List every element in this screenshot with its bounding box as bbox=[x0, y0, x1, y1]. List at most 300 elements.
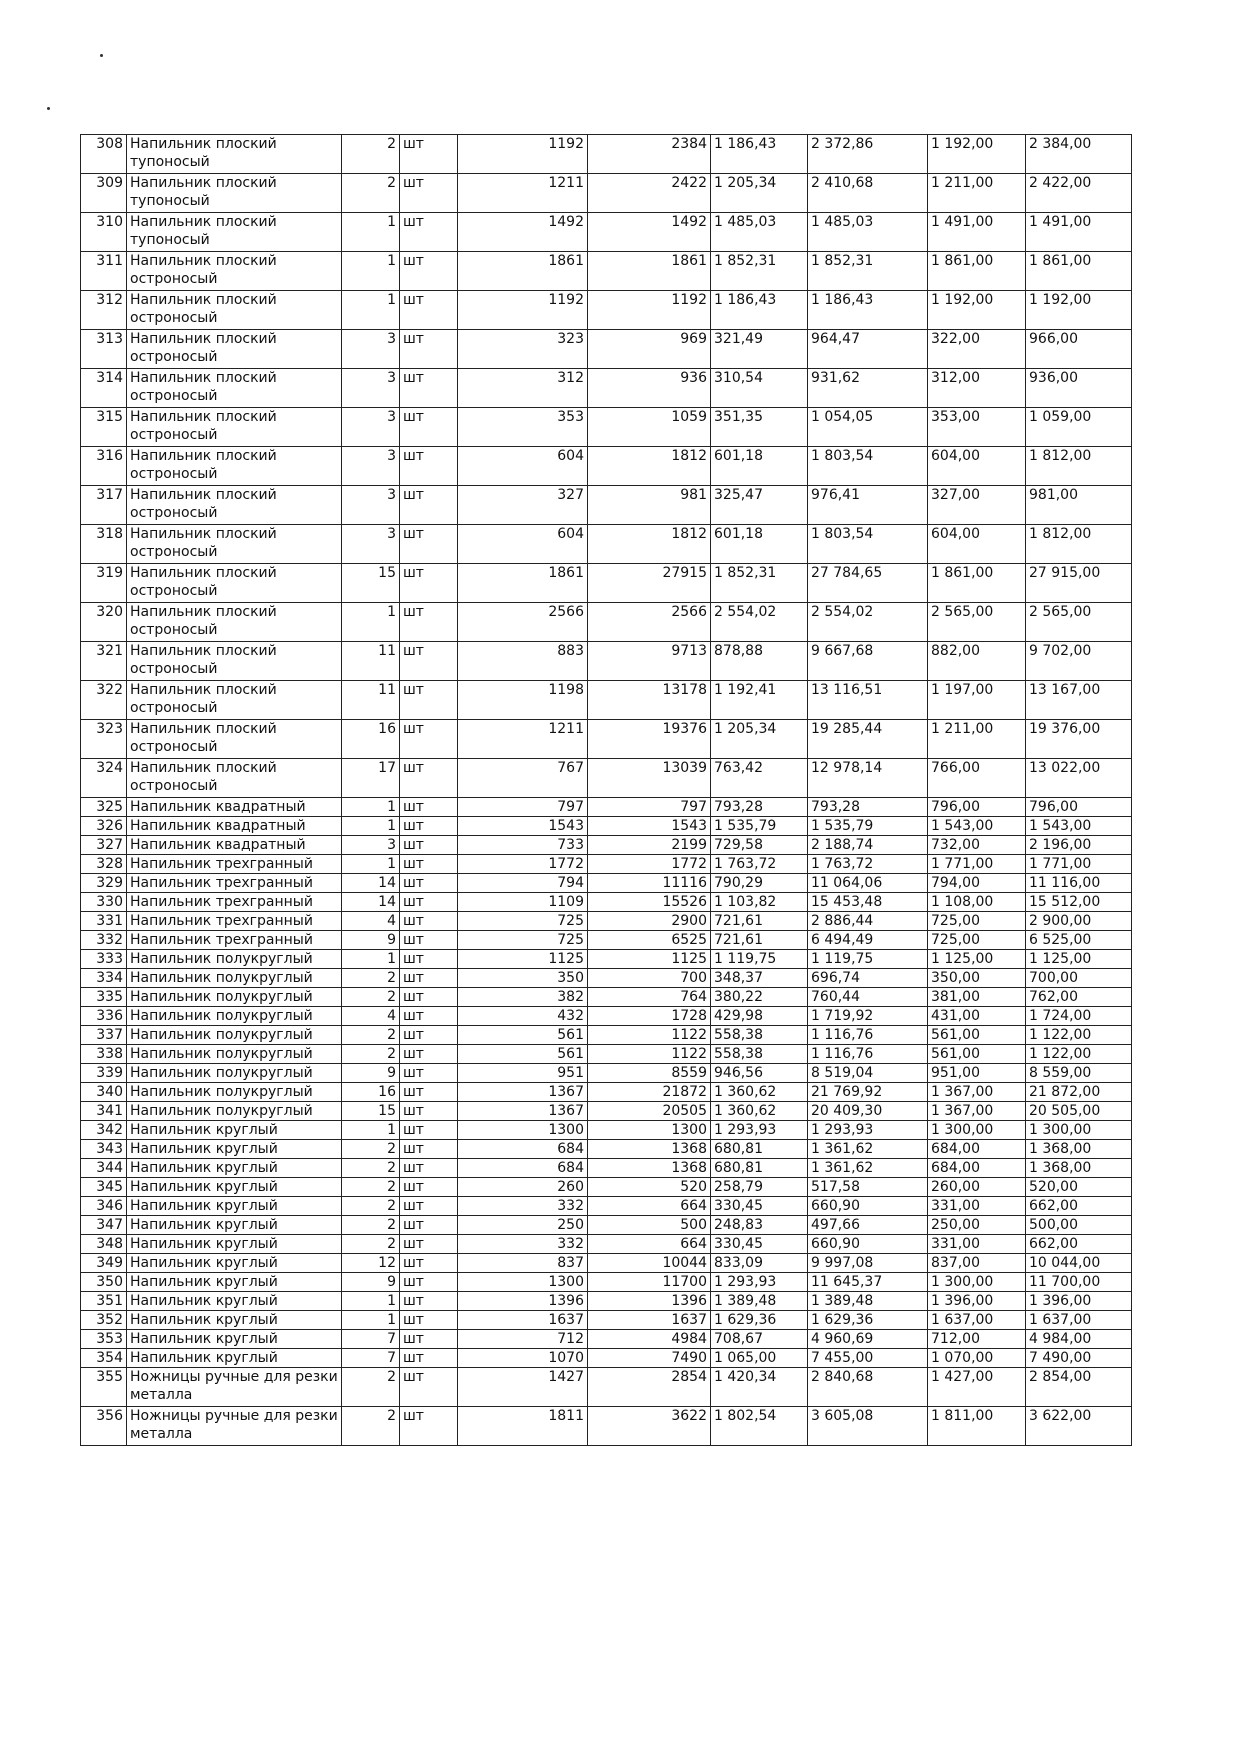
unit-cell: шт bbox=[400, 408, 458, 447]
price-alt-2-cell: 1 637,00 bbox=[928, 1311, 1026, 1330]
total-cell: 3622 bbox=[588, 1407, 711, 1446]
total-cell: 8559 bbox=[588, 1064, 711, 1083]
quantity-cell: 7 bbox=[342, 1349, 400, 1368]
table-row bbox=[81, 1102, 1132, 1121]
quantity-cell: 2 bbox=[342, 1159, 400, 1178]
row-number-cell: 345 bbox=[81, 1178, 127, 1197]
price-alt-1-cell: 325,47 bbox=[711, 486, 808, 525]
unit-cell: шт bbox=[400, 1178, 458, 1197]
unit-cell: шт bbox=[400, 1064, 458, 1083]
total-alt-1-cell: 1 361,62 bbox=[808, 1159, 928, 1178]
table-row bbox=[81, 447, 1132, 486]
row-number-cell: 314 bbox=[81, 369, 127, 408]
table-row bbox=[81, 893, 1132, 912]
price-alt-1-cell: 1 389,48 bbox=[711, 1292, 808, 1311]
table-row bbox=[81, 681, 1132, 720]
unit-cell: шт bbox=[400, 486, 458, 525]
price-alt-1-cell: 763,42 bbox=[711, 759, 808, 798]
item-name-cell: Напильник трехгранный bbox=[127, 874, 342, 893]
total-alt-2-cell: 796,00 bbox=[1026, 798, 1132, 817]
total-cell: 13039 bbox=[588, 759, 711, 798]
quantity-cell: 11 bbox=[342, 642, 400, 681]
item-name-cell: Напильник круглый bbox=[127, 1292, 342, 1311]
total-alt-2-cell: 4 984,00 bbox=[1026, 1330, 1132, 1349]
total-alt-2-cell: 1 368,00 bbox=[1026, 1140, 1132, 1159]
total-cell: 1059 bbox=[588, 408, 711, 447]
total-cell: 4984 bbox=[588, 1330, 711, 1349]
price-alt-1-cell: 833,09 bbox=[711, 1254, 808, 1273]
price-cell: 323 bbox=[458, 330, 588, 369]
price-alt-2-cell: 353,00 bbox=[928, 408, 1026, 447]
table-row bbox=[81, 564, 1132, 603]
price-alt-2-cell: 604,00 bbox=[928, 525, 1026, 564]
table-row bbox=[81, 135, 1132, 174]
total-cell: 1543 bbox=[588, 817, 711, 836]
unit-cell: шт bbox=[400, 969, 458, 988]
item-name-cell: Напильник трехгранный bbox=[127, 912, 342, 931]
item-name-cell: Напильник круглый bbox=[127, 1197, 342, 1216]
item-name-cell: Напильник плоский остроносый bbox=[127, 369, 342, 408]
table-row bbox=[81, 1368, 1132, 1407]
quantity-cell: 2 bbox=[342, 135, 400, 174]
price-cell: 260 bbox=[458, 1178, 588, 1197]
price-alt-2-cell: 1 771,00 bbox=[928, 855, 1026, 874]
price-alt-1-cell: 1 065,00 bbox=[711, 1349, 808, 1368]
price-cell: 951 bbox=[458, 1064, 588, 1083]
quantity-cell: 1 bbox=[342, 252, 400, 291]
total-alt-2-cell: 1 059,00 bbox=[1026, 408, 1132, 447]
quantity-cell: 1 bbox=[342, 855, 400, 874]
scan-speck bbox=[100, 54, 103, 57]
quantity-cell: 2 bbox=[342, 1216, 400, 1235]
unit-cell: шт bbox=[400, 1368, 458, 1407]
row-number-cell: 324 bbox=[81, 759, 127, 798]
total-alt-1-cell: 2 372,86 bbox=[808, 135, 928, 174]
item-name-cell: Напильник плоский остроносый bbox=[127, 720, 342, 759]
total-alt-2-cell: 1 122,00 bbox=[1026, 1026, 1132, 1045]
total-alt-2-cell: 15 512,00 bbox=[1026, 893, 1132, 912]
total-alt-1-cell: 15 453,48 bbox=[808, 893, 928, 912]
table-row bbox=[81, 817, 1132, 836]
item-name-cell: Напильник круглый bbox=[127, 1273, 342, 1292]
total-alt-1-cell: 660,90 bbox=[808, 1235, 928, 1254]
table-row bbox=[81, 720, 1132, 759]
price-alt-2-cell: 1 861,00 bbox=[928, 564, 1026, 603]
total-alt-1-cell: 19 285,44 bbox=[808, 720, 928, 759]
total-cell: 11700 bbox=[588, 1273, 711, 1292]
quantity-cell: 3 bbox=[342, 486, 400, 525]
total-alt-1-cell: 696,74 bbox=[808, 969, 928, 988]
price-cell: 684 bbox=[458, 1159, 588, 1178]
total-alt-1-cell: 9 997,08 bbox=[808, 1254, 928, 1273]
quantity-cell: 3 bbox=[342, 330, 400, 369]
price-alt-1-cell: 1 186,43 bbox=[711, 135, 808, 174]
total-cell: 520 bbox=[588, 1178, 711, 1197]
table-row bbox=[81, 1407, 1132, 1446]
table-row bbox=[81, 1197, 1132, 1216]
price-cell: 1427 bbox=[458, 1368, 588, 1407]
total-cell: 936 bbox=[588, 369, 711, 408]
unit-cell: шт bbox=[400, 213, 458, 252]
price-alt-1-cell: 380,22 bbox=[711, 988, 808, 1007]
price-alt-2-cell: 322,00 bbox=[928, 330, 1026, 369]
price-alt-2-cell: 1 543,00 bbox=[928, 817, 1026, 836]
price-alt-2-cell: 350,00 bbox=[928, 969, 1026, 988]
item-name-cell: Напильник круглый bbox=[127, 1178, 342, 1197]
table-row bbox=[81, 798, 1132, 817]
total-cell: 1772 bbox=[588, 855, 711, 874]
total-alt-2-cell: 500,00 bbox=[1026, 1216, 1132, 1235]
table-row bbox=[81, 1254, 1132, 1273]
price-alt-2-cell: 561,00 bbox=[928, 1045, 1026, 1064]
unit-cell: шт bbox=[400, 798, 458, 817]
total-alt-1-cell: 2 410,68 bbox=[808, 174, 928, 213]
total-alt-2-cell: 1 812,00 bbox=[1026, 525, 1132, 564]
price-alt-2-cell: 1 211,00 bbox=[928, 174, 1026, 213]
total-alt-1-cell: 1 054,05 bbox=[808, 408, 928, 447]
price-alt-2-cell: 1 427,00 bbox=[928, 1368, 1026, 1407]
price-cell: 1367 bbox=[458, 1083, 588, 1102]
table-row bbox=[81, 1121, 1132, 1140]
total-alt-1-cell: 793,28 bbox=[808, 798, 928, 817]
quantity-cell: 3 bbox=[342, 369, 400, 408]
table-row bbox=[81, 213, 1132, 252]
price-alt-2-cell: 732,00 bbox=[928, 836, 1026, 855]
price-cell: 1198 bbox=[458, 681, 588, 720]
total-alt-2-cell: 662,00 bbox=[1026, 1235, 1132, 1254]
item-name-cell: Напильник круглый bbox=[127, 1311, 342, 1330]
total-alt-1-cell: 1 361,62 bbox=[808, 1140, 928, 1159]
total-cell: 10044 bbox=[588, 1254, 711, 1273]
total-cell: 19376 bbox=[588, 720, 711, 759]
total-alt-2-cell: 11 116,00 bbox=[1026, 874, 1132, 893]
row-number-cell: 355 bbox=[81, 1368, 127, 1407]
unit-cell: шт bbox=[400, 135, 458, 174]
price-alt-2-cell: 1 192,00 bbox=[928, 135, 1026, 174]
table-row bbox=[81, 1045, 1132, 1064]
row-number-cell: 334 bbox=[81, 969, 127, 988]
unit-cell: шт bbox=[400, 1407, 458, 1446]
quantity-cell: 1 bbox=[342, 1311, 400, 1330]
price-alt-1-cell: 1 802,54 bbox=[711, 1407, 808, 1446]
price-alt-1-cell: 1 420,34 bbox=[711, 1368, 808, 1407]
item-name-cell: Напильник квадратный bbox=[127, 836, 342, 855]
item-name-cell: Напильник полукруглый bbox=[127, 1007, 342, 1026]
total-alt-1-cell: 1 485,03 bbox=[808, 213, 928, 252]
total-cell: 1368 bbox=[588, 1140, 711, 1159]
item-name-cell: Напильник полукруглый bbox=[127, 969, 342, 988]
unit-cell: шт bbox=[400, 874, 458, 893]
price-cell: 1367 bbox=[458, 1102, 588, 1121]
price-cell: 382 bbox=[458, 988, 588, 1007]
price-alt-1-cell: 729,58 bbox=[711, 836, 808, 855]
price-alt-1-cell: 558,38 bbox=[711, 1045, 808, 1064]
row-number-cell: 332 bbox=[81, 931, 127, 950]
row-number-cell: 329 bbox=[81, 874, 127, 893]
price-alt-2-cell: 327,00 bbox=[928, 486, 1026, 525]
total-cell: 1368 bbox=[588, 1159, 711, 1178]
table-row bbox=[81, 525, 1132, 564]
price-alt-2-cell: 1 211,00 bbox=[928, 720, 1026, 759]
unit-cell: шт bbox=[400, 174, 458, 213]
row-number-cell: 311 bbox=[81, 252, 127, 291]
table-row bbox=[81, 1064, 1132, 1083]
price-alt-2-cell: 2 565,00 bbox=[928, 603, 1026, 642]
item-name-cell: Напильник плоский остроносый bbox=[127, 408, 342, 447]
price-alt-2-cell: 1 396,00 bbox=[928, 1292, 1026, 1311]
total-alt-2-cell: 27 915,00 bbox=[1026, 564, 1132, 603]
row-number-cell: 310 bbox=[81, 213, 127, 252]
price-cell: 561 bbox=[458, 1045, 588, 1064]
quantity-cell: 1 bbox=[342, 213, 400, 252]
price-alt-1-cell: 310,54 bbox=[711, 369, 808, 408]
price-alt-1-cell: 330,45 bbox=[711, 1235, 808, 1254]
row-number-cell: 336 bbox=[81, 1007, 127, 1026]
total-alt-2-cell: 1 543,00 bbox=[1026, 817, 1132, 836]
row-number-cell: 335 bbox=[81, 988, 127, 1007]
price-alt-2-cell: 684,00 bbox=[928, 1140, 1026, 1159]
total-alt-2-cell: 3 622,00 bbox=[1026, 1407, 1132, 1446]
quantity-cell: 1 bbox=[342, 1121, 400, 1140]
item-name-cell: Напильник плоский остроносый bbox=[127, 252, 342, 291]
table-row bbox=[81, 874, 1132, 893]
price-alt-2-cell: 796,00 bbox=[928, 798, 1026, 817]
price-alt-1-cell: 601,18 bbox=[711, 447, 808, 486]
price-alt-1-cell: 1 293,93 bbox=[711, 1273, 808, 1292]
total-cell: 664 bbox=[588, 1235, 711, 1254]
total-alt-2-cell: 1 812,00 bbox=[1026, 447, 1132, 486]
total-cell: 2384 bbox=[588, 135, 711, 174]
item-name-cell: Напильник плоский тупоносый bbox=[127, 213, 342, 252]
unit-cell: шт bbox=[400, 720, 458, 759]
price-alt-1-cell: 790,29 bbox=[711, 874, 808, 893]
price-cell: 2566 bbox=[458, 603, 588, 642]
unit-cell: шт bbox=[400, 1273, 458, 1292]
item-name-cell: Напильник круглый bbox=[127, 1216, 342, 1235]
price-cell: 1811 bbox=[458, 1407, 588, 1446]
unit-cell: шт bbox=[400, 855, 458, 874]
price-alt-2-cell: 331,00 bbox=[928, 1197, 1026, 1216]
row-number-cell: 341 bbox=[81, 1102, 127, 1121]
price-alt-2-cell: 951,00 bbox=[928, 1064, 1026, 1083]
table-row bbox=[81, 950, 1132, 969]
price-alt-1-cell: 721,61 bbox=[711, 931, 808, 950]
price-alt-2-cell: 312,00 bbox=[928, 369, 1026, 408]
row-number-cell: 349 bbox=[81, 1254, 127, 1273]
total-alt-2-cell: 11 700,00 bbox=[1026, 1273, 1132, 1292]
total-alt-1-cell: 3 605,08 bbox=[808, 1407, 928, 1446]
total-cell: 764 bbox=[588, 988, 711, 1007]
row-number-cell: 328 bbox=[81, 855, 127, 874]
total-cell: 2854 bbox=[588, 1368, 711, 1407]
quantity-cell: 2 bbox=[342, 1178, 400, 1197]
total-alt-1-cell: 1 186,43 bbox=[808, 291, 928, 330]
table-row bbox=[81, 330, 1132, 369]
price-alt-2-cell: 250,00 bbox=[928, 1216, 1026, 1235]
price-alt-2-cell: 1 367,00 bbox=[928, 1102, 1026, 1121]
row-number-cell: 330 bbox=[81, 893, 127, 912]
total-alt-1-cell: 1 629,36 bbox=[808, 1311, 928, 1330]
price-alt-1-cell: 1 119,75 bbox=[711, 950, 808, 969]
quantity-cell: 7 bbox=[342, 1330, 400, 1349]
price-cell: 332 bbox=[458, 1197, 588, 1216]
unit-cell: шт bbox=[400, 1102, 458, 1121]
total-alt-1-cell: 497,66 bbox=[808, 1216, 928, 1235]
price-alt-2-cell: 260,00 bbox=[928, 1178, 1026, 1197]
item-name-cell: Напильник трехгранный bbox=[127, 931, 342, 950]
table-body bbox=[81, 135, 1132, 1446]
row-number-cell: 348 bbox=[81, 1235, 127, 1254]
quantity-cell: 3 bbox=[342, 525, 400, 564]
total-cell: 13178 bbox=[588, 681, 711, 720]
total-cell: 1812 bbox=[588, 447, 711, 486]
quantity-cell: 3 bbox=[342, 836, 400, 855]
total-alt-2-cell: 981,00 bbox=[1026, 486, 1132, 525]
unit-cell: шт bbox=[400, 1026, 458, 1045]
table-row bbox=[81, 1083, 1132, 1102]
total-alt-2-cell: 9 702,00 bbox=[1026, 642, 1132, 681]
total-cell: 7490 bbox=[588, 1349, 711, 1368]
table-row bbox=[81, 836, 1132, 855]
price-alt-2-cell: 684,00 bbox=[928, 1159, 1026, 1178]
price-alt-2-cell: 725,00 bbox=[928, 912, 1026, 931]
item-name-cell: Напильник плоский тупоносый bbox=[127, 135, 342, 174]
price-alt-2-cell: 766,00 bbox=[928, 759, 1026, 798]
table-row bbox=[81, 1349, 1132, 1368]
item-name-cell: Напильник плоский остроносый bbox=[127, 486, 342, 525]
quantity-cell: 1 bbox=[342, 603, 400, 642]
price-cell: 684 bbox=[458, 1140, 588, 1159]
quantity-cell: 1 bbox=[342, 950, 400, 969]
price-cell: 1192 bbox=[458, 291, 588, 330]
total-alt-1-cell: 2 554,02 bbox=[808, 603, 928, 642]
price-alt-2-cell: 1 491,00 bbox=[928, 213, 1026, 252]
total-cell: 1300 bbox=[588, 1121, 711, 1140]
price-cell: 733 bbox=[458, 836, 588, 855]
row-number-cell: 318 bbox=[81, 525, 127, 564]
table-row bbox=[81, 486, 1132, 525]
price-cell: 1211 bbox=[458, 720, 588, 759]
price-cell: 1772 bbox=[458, 855, 588, 874]
row-number-cell: 320 bbox=[81, 603, 127, 642]
row-number-cell: 344 bbox=[81, 1159, 127, 1178]
total-cell: 797 bbox=[588, 798, 711, 817]
total-cell: 1122 bbox=[588, 1045, 711, 1064]
item-name-cell: Напильник плоский остроносый bbox=[127, 603, 342, 642]
total-alt-2-cell: 19 376,00 bbox=[1026, 720, 1132, 759]
row-number-cell: 315 bbox=[81, 408, 127, 447]
item-name-cell: Напильник трехгранный bbox=[127, 855, 342, 874]
unit-cell: шт bbox=[400, 603, 458, 642]
price-cell: 1109 bbox=[458, 893, 588, 912]
price-cell: 1211 bbox=[458, 174, 588, 213]
item-name-cell: Напильник плоский тупоносый bbox=[127, 174, 342, 213]
item-name-cell: Напильник полукруглый bbox=[127, 1064, 342, 1083]
table-row bbox=[81, 408, 1132, 447]
item-name-cell: Напильник полукруглый bbox=[127, 1083, 342, 1102]
total-cell: 1812 bbox=[588, 525, 711, 564]
unit-cell: шт bbox=[400, 1197, 458, 1216]
quantity-cell: 17 bbox=[342, 759, 400, 798]
price-alt-1-cell: 1 293,93 bbox=[711, 1121, 808, 1140]
table-row bbox=[81, 369, 1132, 408]
unit-cell: шт bbox=[400, 950, 458, 969]
item-name-cell: Напильник круглый bbox=[127, 1235, 342, 1254]
total-alt-2-cell: 2 384,00 bbox=[1026, 135, 1132, 174]
price-cell: 725 bbox=[458, 912, 588, 931]
total-alt-2-cell: 6 525,00 bbox=[1026, 931, 1132, 950]
item-name-cell: Напильник круглый bbox=[127, 1254, 342, 1273]
total-alt-2-cell: 2 854,00 bbox=[1026, 1368, 1132, 1407]
price-alt-2-cell: 1 108,00 bbox=[928, 893, 1026, 912]
total-alt-2-cell: 1 724,00 bbox=[1026, 1007, 1132, 1026]
table-row bbox=[81, 1140, 1132, 1159]
quantity-cell: 1 bbox=[342, 1292, 400, 1311]
price-alt-1-cell: 1 205,34 bbox=[711, 174, 808, 213]
price-cell: 332 bbox=[458, 1235, 588, 1254]
total-cell: 1861 bbox=[588, 252, 711, 291]
row-number-cell: 350 bbox=[81, 1273, 127, 1292]
total-alt-1-cell: 1 803,54 bbox=[808, 447, 928, 486]
total-alt-1-cell: 20 409,30 bbox=[808, 1102, 928, 1121]
quantity-cell: 2 bbox=[342, 1197, 400, 1216]
table-row bbox=[81, 1292, 1132, 1311]
total-alt-2-cell: 762,00 bbox=[1026, 988, 1132, 1007]
total-cell: 1122 bbox=[588, 1026, 711, 1045]
quantity-cell: 1 bbox=[342, 291, 400, 330]
table-row bbox=[81, 1216, 1132, 1235]
total-alt-1-cell: 2 188,74 bbox=[808, 836, 928, 855]
price-alt-2-cell: 725,00 bbox=[928, 931, 1026, 950]
item-name-cell: Ножницы ручные для резки металла bbox=[127, 1368, 342, 1407]
total-alt-2-cell: 1 491,00 bbox=[1026, 213, 1132, 252]
row-number-cell: 340 bbox=[81, 1083, 127, 1102]
price-alt-1-cell: 248,83 bbox=[711, 1216, 808, 1235]
unit-cell: шт bbox=[400, 1330, 458, 1349]
price-alt-1-cell: 878,88 bbox=[711, 642, 808, 681]
total-alt-2-cell: 1 122,00 bbox=[1026, 1045, 1132, 1064]
total-alt-1-cell: 11 645,37 bbox=[808, 1273, 928, 1292]
row-number-cell: 347 bbox=[81, 1216, 127, 1235]
total-alt-1-cell: 2 886,44 bbox=[808, 912, 928, 931]
item-name-cell: Напильник круглый bbox=[127, 1121, 342, 1140]
price-alt-1-cell: 2 554,02 bbox=[711, 603, 808, 642]
total-alt-1-cell: 1 119,75 bbox=[808, 950, 928, 969]
price-cell: 432 bbox=[458, 1007, 588, 1026]
row-number-cell: 343 bbox=[81, 1140, 127, 1159]
unit-cell: шт bbox=[400, 817, 458, 836]
unit-cell: шт bbox=[400, 988, 458, 1007]
total-alt-2-cell: 966,00 bbox=[1026, 330, 1132, 369]
price-cell: 1861 bbox=[458, 252, 588, 291]
total-cell: 2422 bbox=[588, 174, 711, 213]
price-alt-2-cell: 1 300,00 bbox=[928, 1121, 1026, 1140]
price-cell: 712 bbox=[458, 1330, 588, 1349]
price-cell: 1396 bbox=[458, 1292, 588, 1311]
total-alt-2-cell: 20 505,00 bbox=[1026, 1102, 1132, 1121]
quantity-cell: 2 bbox=[342, 1368, 400, 1407]
quantity-cell: 2 bbox=[342, 1045, 400, 1064]
item-name-cell: Напильник плоский остроносый bbox=[127, 759, 342, 798]
unit-cell: шт bbox=[400, 912, 458, 931]
quantity-cell: 2 bbox=[342, 988, 400, 1007]
item-name-cell: Напильник круглый bbox=[127, 1349, 342, 1368]
total-alt-1-cell: 931,62 bbox=[808, 369, 928, 408]
price-alt-1-cell: 1 192,41 bbox=[711, 681, 808, 720]
row-number-cell: 321 bbox=[81, 642, 127, 681]
unit-cell: шт bbox=[400, 525, 458, 564]
unit-cell: шт bbox=[400, 1045, 458, 1064]
